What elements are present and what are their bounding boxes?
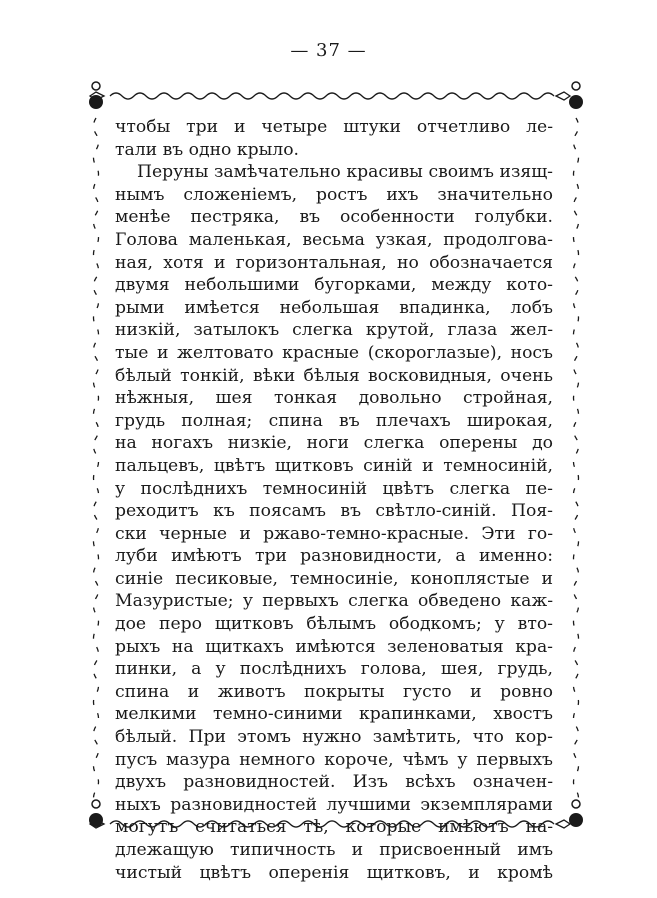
text-line: рыхъ на щиткахъ имѣются зеленоватыя кра- [115, 636, 553, 657]
text-line: ная, хотя и горизонтальная, но обозначается [115, 252, 553, 273]
text-line: бѣлый тонкій, вѣки бѣлыя восковидныя, очень [115, 365, 553, 386]
text-line: на ногахъ низкіе, ноги слегка оперены до [115, 433, 553, 454]
text-line: могутъ считаться тѣ, которые имѣютъ на- [115, 817, 553, 838]
text-line: нымъ сложеніемъ, ростъ ихъ значительно [115, 184, 553, 205]
text-line: тые и желтовато красные (скороглазые), носъ [115, 342, 553, 363]
text-line: низкій, затылокъ слегка крутой, глаза жел- [115, 320, 553, 341]
text-line: чистый цвѣтъ оперенія щитковъ, и кромѣ [115, 862, 553, 883]
text-line: у послѣднихъ темносиній цвѣтъ слегка пе- [115, 478, 553, 499]
text-line: Голова маленькая, весьма узкая, продолгова- [115, 229, 553, 250]
text-line: грудь полная; спина въ плечахъ широкая, [115, 410, 553, 431]
text-line: реходитъ къ поясамъ въ свѣтло-синій. Поя- [115, 501, 553, 522]
corner-bottom-left [89, 800, 103, 827]
text-line: дое перо щитковъ бѣлымъ ободкомъ; у вто- [115, 614, 553, 635]
text-line: ныхъ разновидностей лучшими экземплярами [115, 794, 553, 815]
text-line: менѣе пестряка, въ особенности голубки. [115, 207, 553, 228]
right-ornament [574, 118, 579, 806]
text-line: двухъ разновидностей. Изъ всѣхъ означен- [115, 772, 553, 793]
text-line: пальцевъ, цвѣтъ щитковъ синій и темносиній, [115, 455, 553, 476]
text-line: нѣжныя, шея тонкая довольно стройная, [115, 388, 553, 409]
page-number: — 37 — [290, 40, 367, 61]
text-line: чтобы три и четыре штуки отчетливо ле- [115, 117, 553, 137]
text-line: бѣлый. При этомъ нужно замѣтить, что кор- [115, 727, 553, 748]
text-line: Мазуристые; у первыхъ слегка обведено каж- [115, 591, 553, 612]
text-line: пинки, а у послѣднихъ голова, шея, грудь, [115, 659, 553, 680]
text-line: тали въ одно крыло. [115, 139, 300, 160]
text-line: спина и животъ покрыты густо и ровно [115, 681, 553, 702]
text-line: ски черные и ржаво-темно-красные. Эти го- [115, 523, 553, 544]
text-line: пусъ мазура немного короче, чѣмъ у первыхъ [115, 749, 553, 770]
corner-top-right [569, 82, 583, 109]
text-line: синіе песиковые, темносиніе, коноплястые и [115, 568, 553, 589]
text-line: длежащую типичность и присвоенный имъ [115, 840, 553, 860]
text-line: рыми имѣется небольшая впадинка, лобъ [115, 297, 553, 318]
text-line: Перуны замѣчательно красивы своимъ изящ- [137, 162, 553, 183]
corner-bottom-right [569, 800, 583, 827]
left-ornament [94, 118, 99, 806]
text-line: луби имѣютъ три разновидности, а именно: [115, 546, 553, 567]
body-text [115, 116, 553, 884]
top-ornament [90, 92, 570, 100]
text-line: двумя небольшими бугорками, между кото- [115, 275, 553, 296]
text-line: мелкими темно-синими крапинками, хвостъ [115, 704, 553, 725]
